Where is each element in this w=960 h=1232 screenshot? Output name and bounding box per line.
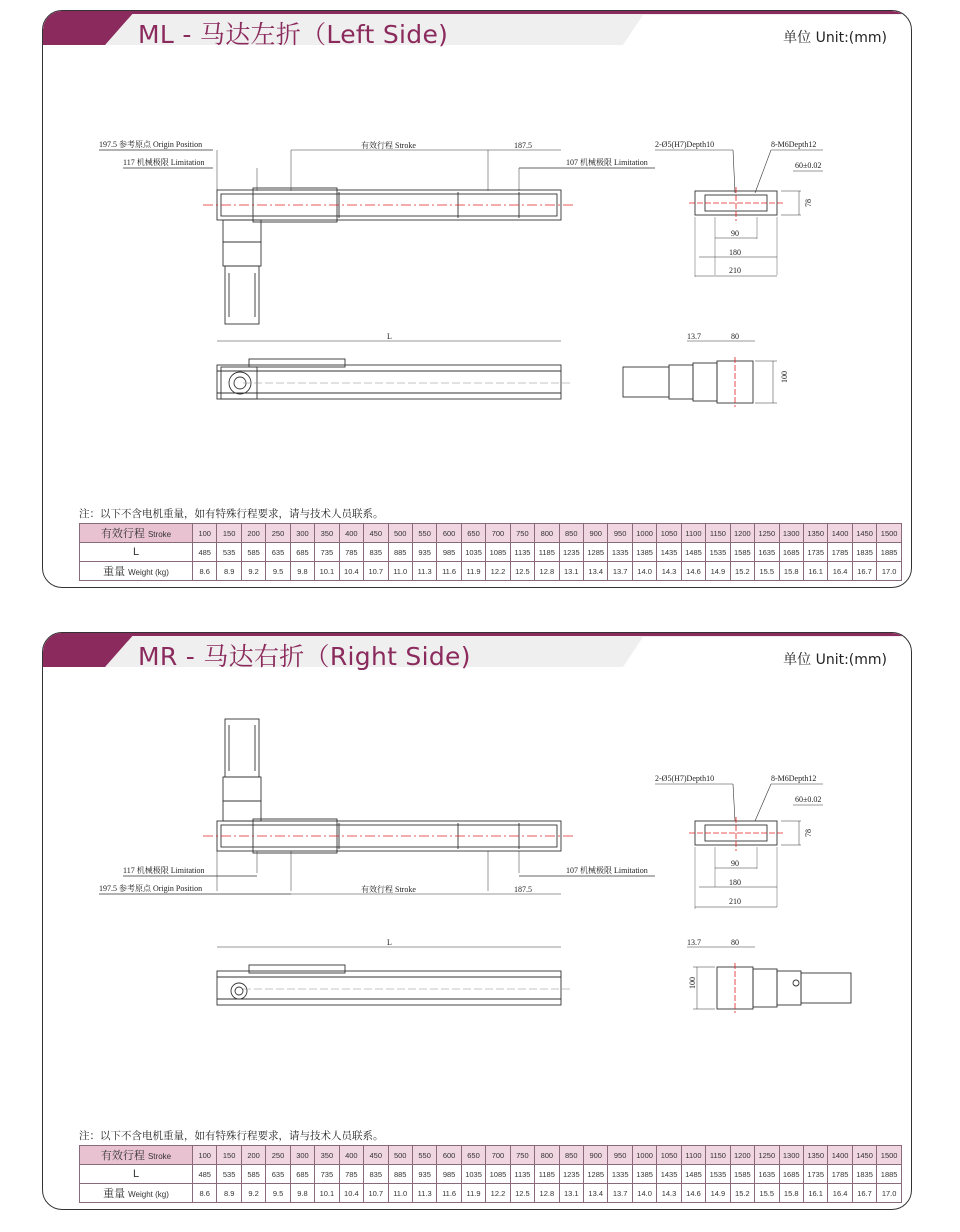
table-cell: 13.4	[584, 562, 608, 581]
table-cell: 10.4	[339, 562, 363, 581]
d78-label: 78	[804, 829, 813, 837]
table-cell: 1200	[730, 1146, 754, 1165]
table-cell: 8.9	[217, 562, 241, 581]
hole-label: 2-Ø5(H7)Depth10	[655, 140, 715, 149]
table-cell: 200	[241, 1146, 265, 1165]
table-cell: 11.3	[412, 1184, 436, 1203]
table-cell: 900	[584, 1146, 608, 1165]
table-cell: 350	[315, 1146, 339, 1165]
table-cell: 985	[437, 543, 461, 562]
table-cell: 14.9	[706, 1184, 730, 1203]
table-cell: 9.5	[266, 562, 290, 581]
table-cell: 1485	[681, 1165, 705, 1184]
table-cell: 9.2	[241, 1184, 265, 1203]
table-cell: 13.4	[584, 1184, 608, 1203]
table-cell: 1485	[681, 543, 705, 562]
table-cell: 1350	[803, 524, 827, 543]
d210-label: 210	[729, 266, 741, 275]
table-cell: 1200	[730, 524, 754, 543]
table-cell: 735	[315, 543, 339, 562]
table-cell: 150	[217, 524, 241, 543]
table-cell: 1135	[510, 1165, 534, 1184]
d137-label: 13.7	[687, 332, 701, 341]
table-cell: 635	[266, 543, 290, 562]
table-cell: 1335	[608, 543, 632, 562]
table-cell: 1735	[803, 1165, 827, 1184]
table-cell: 12.8	[535, 1184, 559, 1203]
row-header-weight: 重量 Weight (kg)	[80, 1184, 193, 1203]
table-cell: 750	[510, 1146, 534, 1165]
table-cell: 13.7	[608, 1184, 632, 1203]
table-cell: 15.8	[779, 1184, 803, 1203]
front-view-actuator	[217, 359, 561, 399]
page-title: ML - 马达左折（Left Side)	[138, 20, 449, 49]
technical-drawing	[43, 11, 912, 511]
note-text: 注：以下不含电机重量，如有特殊行程要求，请与技术人员联系。	[79, 508, 384, 520]
table-cell: 700	[486, 524, 510, 543]
spec-table	[79, 523, 902, 581]
table-row-stroke	[80, 524, 902, 543]
d78-label: 78	[804, 199, 813, 207]
top-view-actuator	[217, 188, 561, 324]
table-cell: 1835	[852, 543, 876, 562]
table-row-weight	[80, 1184, 902, 1203]
table-cell: 835	[364, 1165, 388, 1184]
d90-label: 90	[731, 229, 739, 238]
table-cell: 16.4	[828, 1184, 852, 1203]
table-cell: 100	[193, 1146, 217, 1165]
table-cell: 16.7	[852, 1184, 876, 1203]
table-cell: 800	[535, 1146, 559, 1165]
table-cell: 9.8	[290, 1184, 314, 1203]
table-cell: 1585	[730, 1165, 754, 1184]
table-cell: 1585	[730, 543, 754, 562]
technical-drawing	[43, 633, 912, 1133]
table-cell: 12.2	[486, 562, 510, 581]
table-cell: 1785	[828, 1165, 852, 1184]
top-view-actuator	[217, 719, 561, 853]
table-cell: 1050	[657, 524, 681, 543]
table-cell: 1000	[632, 524, 656, 543]
table-cell: 1685	[779, 543, 803, 562]
table-cell: 1300	[779, 524, 803, 543]
table-cell: 1400	[828, 524, 852, 543]
table-cell: 650	[461, 524, 485, 543]
table-cell: 15.2	[730, 1184, 754, 1203]
table-cell: 1350	[803, 1146, 827, 1165]
note-text: 注：以下不含电机重量，如有特殊行程要求，请与技术人员联系。	[79, 1130, 384, 1142]
d210-label: 210	[729, 897, 741, 906]
unit-label: 单位 Unit:(mm)	[783, 30, 887, 46]
limit-left-label: 117 机械极限 Limitation	[123, 866, 205, 875]
table-cell: 1250	[755, 1146, 779, 1165]
table-cell: 9.5	[266, 1184, 290, 1203]
table-cell: 485	[193, 1165, 217, 1184]
table-cell: 1285	[584, 543, 608, 562]
table-cell: 9.2	[241, 562, 265, 581]
table-cell: 950	[608, 524, 632, 543]
table-cell: 485	[193, 543, 217, 562]
table-cell: 550	[412, 1146, 436, 1165]
table-cell: 14.3	[657, 562, 681, 581]
table-cell: 12.2	[486, 1184, 510, 1203]
table-cell: 350	[315, 524, 339, 543]
table-cell: 16.1	[803, 562, 827, 581]
table-cell: 16.1	[803, 1184, 827, 1203]
table-cell: 9.8	[290, 562, 314, 581]
table-cell: 150	[217, 1146, 241, 1165]
table-cell: 10.1	[315, 562, 339, 581]
table-cell: 1000	[632, 1146, 656, 1165]
table-cell: 1235	[559, 1165, 583, 1184]
table-cell: 585	[241, 543, 265, 562]
table-cell: 1335	[608, 1165, 632, 1184]
table-cell: 400	[339, 524, 363, 543]
table-cell: 8.6	[193, 1184, 217, 1203]
d180-label: 180	[729, 248, 741, 257]
unit-label: 单位 Unit:(mm)	[783, 652, 887, 668]
dim-187-label: 187.5	[514, 141, 532, 150]
panel-right-side	[42, 632, 912, 1210]
table-cell: 1085	[486, 543, 510, 562]
table-cell: 1250	[755, 524, 779, 543]
thread-label: 8-M6Depth12	[771, 140, 817, 149]
table-cell: 1135	[510, 543, 534, 562]
table-cell: 1100	[681, 1146, 705, 1165]
table-cell: 635	[266, 1165, 290, 1184]
table-cell: 14.0	[632, 1184, 656, 1203]
end-view-side	[717, 967, 851, 1009]
table-cell: 1300	[779, 1146, 803, 1165]
dim-187-label: 187.5	[514, 885, 532, 894]
table-cell: 300	[290, 524, 314, 543]
table-cell: 900	[584, 524, 608, 543]
table-cell: 1285	[584, 1165, 608, 1184]
table-cell: 8.9	[217, 1184, 241, 1203]
table-cell: 585	[241, 1165, 265, 1184]
table-row-L	[80, 543, 902, 562]
table-cell: 1685	[779, 1165, 803, 1184]
table-cell: 1035	[461, 543, 485, 562]
table-cell: 850	[559, 1146, 583, 1165]
stroke-label: 有效行程 Stroke	[361, 885, 416, 894]
table-cell: 1435	[657, 543, 681, 562]
table-cell: 200	[241, 524, 265, 543]
table-cell: 935	[412, 543, 436, 562]
table-cell: 250	[266, 1146, 290, 1165]
table-cell: 800	[535, 524, 559, 543]
table-cell: 17.0	[877, 562, 902, 581]
table-cell: 16.7	[852, 562, 876, 581]
table-cell: 11.0	[388, 562, 412, 581]
table-cell: 14.9	[706, 562, 730, 581]
table-cell: 535	[217, 543, 241, 562]
row-header-L: L	[80, 1165, 193, 1184]
table-cell: 835	[364, 543, 388, 562]
table-cell: 1635	[755, 543, 779, 562]
table-cell: 935	[412, 1165, 436, 1184]
table-cell: 1035	[461, 1165, 485, 1184]
table-cell: 10.7	[364, 562, 388, 581]
table-cell: 1150	[706, 524, 730, 543]
table-cell: 1535	[706, 1165, 730, 1184]
table-cell: 1235	[559, 543, 583, 562]
table-cell: 12.5	[510, 562, 534, 581]
end-view-side	[623, 361, 753, 403]
table-cell: 100	[193, 524, 217, 543]
table-cell: 685	[290, 1165, 314, 1184]
table-cell: 985	[437, 1165, 461, 1184]
table-cell: 1735	[803, 543, 827, 562]
table-cell: 15.8	[779, 562, 803, 581]
table-cell: 14.3	[657, 1184, 681, 1203]
d100-label: 100	[780, 371, 789, 383]
table-cell: 500	[388, 1146, 412, 1165]
table-cell: 450	[364, 524, 388, 543]
row-header-stroke: 有效行程 Stroke	[80, 524, 193, 543]
d90-label: 90	[731, 859, 739, 868]
d80-label: 80	[731, 938, 739, 947]
table-cell: 1635	[755, 1165, 779, 1184]
table-cell: 500	[388, 524, 412, 543]
stroke-label: 有效行程 Stroke	[361, 141, 416, 150]
table-cell: 14.6	[681, 1184, 705, 1203]
table-cell: 785	[339, 1165, 363, 1184]
tolerance-label: 60±0.02	[795, 795, 822, 804]
table-cell: 1185	[535, 543, 559, 562]
table-cell: 650	[461, 1146, 485, 1165]
thread-label: 8-M6Depth12	[771, 774, 817, 783]
table-row-stroke	[80, 1146, 902, 1165]
table-cell: 735	[315, 1165, 339, 1184]
table-cell: 14.6	[681, 562, 705, 581]
table-cell: 13.1	[559, 1184, 583, 1203]
front-view-actuator	[217, 965, 561, 1005]
table-cell: 700	[486, 1146, 510, 1165]
table-cell: 600	[437, 1146, 461, 1165]
table-cell: 16.4	[828, 562, 852, 581]
table-cell: 450	[364, 1146, 388, 1165]
table-cell: 850	[559, 524, 583, 543]
table-cell: 1785	[828, 543, 852, 562]
hole-label: 2-Ø5(H7)Depth10	[655, 774, 715, 783]
table-cell: 885	[388, 543, 412, 562]
table-cell: 10.1	[315, 1184, 339, 1203]
row-header-L: L	[80, 543, 193, 562]
d180-label: 180	[729, 878, 741, 887]
table-cell: 1100	[681, 524, 705, 543]
spec-table	[79, 1145, 902, 1203]
page-title: MR - 马达右折（Right Side)	[138, 642, 471, 671]
table-cell: 15.5	[755, 562, 779, 581]
table-cell: 885	[388, 1165, 412, 1184]
table-cell: 1835	[852, 1165, 876, 1184]
table-cell: 950	[608, 1146, 632, 1165]
table-cell: 250	[266, 524, 290, 543]
table-cell: 1435	[657, 1165, 681, 1184]
origin-label: 197.5 参考原点 Origin Position	[99, 140, 203, 149]
table-cell: 1500	[877, 524, 902, 543]
table-cell: 1385	[632, 543, 656, 562]
table-row-weight	[80, 562, 902, 581]
table-cell: 550	[412, 524, 436, 543]
table-cell: 10.7	[364, 1184, 388, 1203]
d100-label: 100	[688, 977, 697, 989]
table-cell: 11.6	[437, 562, 461, 581]
table-cell: 10.4	[339, 1184, 363, 1203]
d137-label: 13.7	[687, 938, 701, 947]
origin-label: 197.5 参考原点 Origin Position	[99, 884, 203, 893]
table-cell: 11.3	[412, 562, 436, 581]
limit-right-label: 107 机械极限 Limitation	[566, 158, 648, 167]
table-cell: 11.0	[388, 1184, 412, 1203]
table-cell: 685	[290, 543, 314, 562]
table-cell: 785	[339, 543, 363, 562]
table-cell: 12.5	[510, 1184, 534, 1203]
table-cell: 1385	[632, 1165, 656, 1184]
table-cell: 400	[339, 1146, 363, 1165]
row-header-stroke: 有效行程 Stroke	[80, 1146, 193, 1165]
L-label: L	[387, 332, 392, 341]
table-cell: 1450	[852, 1146, 876, 1165]
table-cell: 1185	[535, 1165, 559, 1184]
tolerance-label: 60±0.02	[795, 161, 822, 170]
table-cell: 1535	[706, 543, 730, 562]
L-label: L	[387, 938, 392, 947]
table-cell: 15.2	[730, 562, 754, 581]
table-cell: 11.9	[461, 562, 485, 581]
table-cell: 14.0	[632, 562, 656, 581]
table-cell: 300	[290, 1146, 314, 1165]
table-cell: 11.6	[437, 1184, 461, 1203]
d80-label: 80	[731, 332, 739, 341]
limit-left-label: 117 机械极限 Limitation	[123, 158, 205, 167]
table-cell: 15.5	[755, 1184, 779, 1203]
table-cell: 1085	[486, 1165, 510, 1184]
table-cell: 13.1	[559, 562, 583, 581]
table-cell: 1150	[706, 1146, 730, 1165]
table-cell: 600	[437, 524, 461, 543]
table-cell: 1500	[877, 1146, 902, 1165]
row-header-weight: 重量 Weight (kg)	[80, 562, 193, 581]
table-cell: 11.9	[461, 1184, 485, 1203]
table-row-L	[80, 1165, 902, 1184]
table-cell: 1885	[877, 543, 902, 562]
limit-right-label: 107 机械极限 Limitation	[566, 866, 648, 875]
table-cell: 535	[217, 1165, 241, 1184]
panel-left-side	[42, 10, 912, 588]
table-cell: 1400	[828, 1146, 852, 1165]
table-cell: 12.8	[535, 562, 559, 581]
table-cell: 1885	[877, 1165, 902, 1184]
table-cell: 17.0	[877, 1184, 902, 1203]
table-cell: 1050	[657, 1146, 681, 1165]
table-cell: 750	[510, 524, 534, 543]
table-cell: 13.7	[608, 562, 632, 581]
table-cell: 1450	[852, 524, 876, 543]
table-cell: 8.6	[193, 562, 217, 581]
